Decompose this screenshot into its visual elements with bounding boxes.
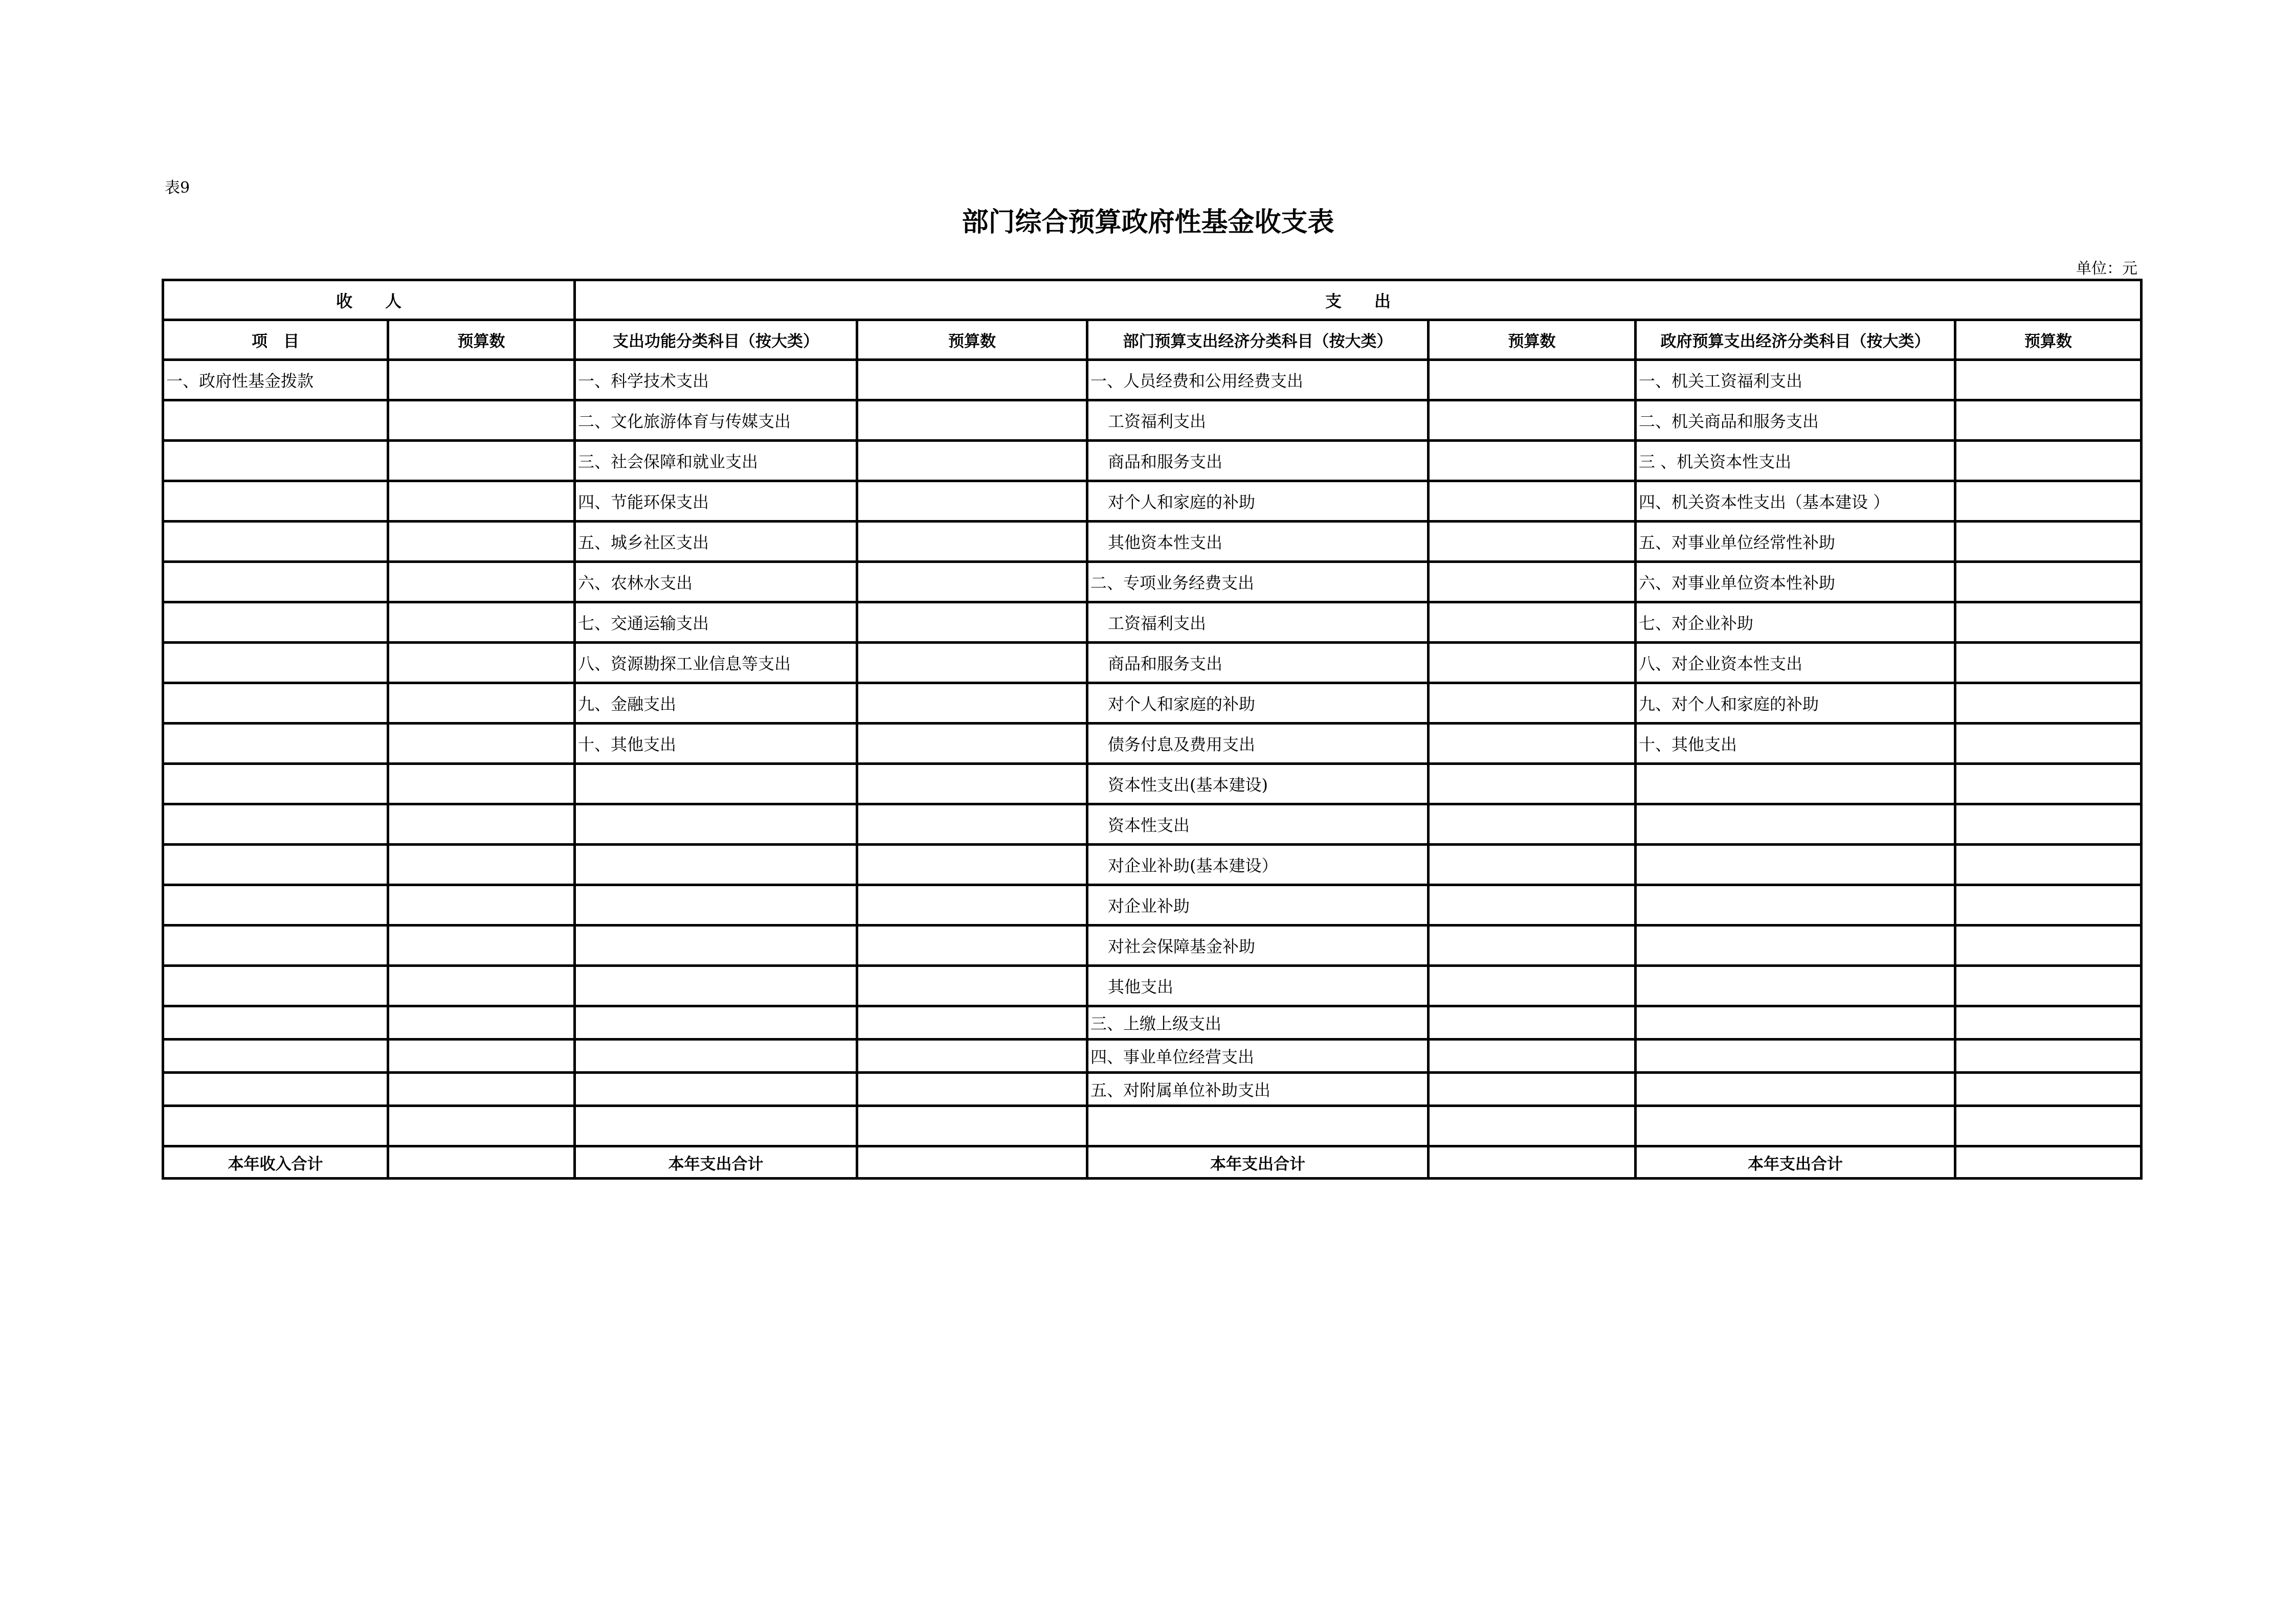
- header-amount: 预算数: [857, 320, 1087, 360]
- dept-item-cell: 工资福利支出: [1087, 400, 1429, 441]
- budget-table: [162, 279, 2143, 1180]
- expense-total-amount: [857, 1146, 1087, 1179]
- table-row: [163, 966, 2142, 1006]
- dept-item-cell: 五、对附属单位补助支出: [1087, 1073, 1429, 1106]
- func-item-cell: [575, 764, 857, 804]
- income-item-cell: [163, 966, 388, 1006]
- func-amount-cell: [857, 481, 1087, 522]
- dept-amount-cell: [1429, 885, 1636, 926]
- income-item-cell: [163, 885, 388, 926]
- table-row: [163, 885, 2142, 926]
- func-item-cell: [575, 966, 857, 1006]
- func-amount-cell: [857, 966, 1087, 1006]
- gov-amount-cell: [1955, 1040, 2142, 1073]
- table-row: [163, 562, 2142, 602]
- gov-item-cell: [1636, 1006, 1955, 1040]
- func-item-cell: [575, 885, 857, 926]
- func-item-cell: 五、城乡社区支出: [575, 522, 857, 562]
- income-amount-cell: [388, 1073, 575, 1106]
- income-item-cell: [163, 724, 388, 764]
- gov-amount-cell: [1955, 1106, 2142, 1146]
- dept-amount-cell: [1429, 724, 1636, 764]
- income-item-cell: [163, 1006, 388, 1040]
- header-gov-econ-class: 政府预算支出经济分类科目（按大类）: [1636, 320, 1955, 360]
- func-item-cell: 八、资源勘探工业信息等支出: [575, 643, 857, 683]
- func-item-cell: [575, 1040, 857, 1073]
- func-amount-cell: [857, 804, 1087, 845]
- gov-item-cell: [1636, 1073, 1955, 1106]
- table-row: [163, 643, 2142, 683]
- table-row: [163, 1106, 2142, 1146]
- func-item-cell: [575, 1073, 857, 1106]
- income-total-amount: [388, 1146, 575, 1179]
- func-item-cell: 四、节能环保支出: [575, 481, 857, 522]
- dept-item-cell: 一、人员经费和公用经费支出: [1087, 360, 1429, 400]
- gov-item-cell: 八、对企业资本性支出: [1636, 643, 1955, 683]
- gov-item-cell: 六、对事业单位资本性补助: [1636, 562, 1955, 602]
- gov-amount-cell: [1955, 1006, 2142, 1040]
- func-item-cell: 十、其他支出: [575, 724, 857, 764]
- dept-amount-cell: [1429, 1073, 1636, 1106]
- func-item-cell: 一、科学技术支出: [575, 360, 857, 400]
- func-item-cell: [575, 926, 857, 966]
- dept-amount-cell: [1429, 441, 1636, 481]
- table-row: [163, 926, 2142, 966]
- dept-amount-cell: [1429, 1106, 1636, 1146]
- income-item-cell: [163, 522, 388, 562]
- dept-item-cell: 其他支出: [1087, 966, 1429, 1006]
- gov-item-cell: 三 、机关资本性支出: [1636, 441, 1955, 481]
- income-amount-cell: [388, 926, 575, 966]
- income-amount-cell: [388, 885, 575, 926]
- income-amount-cell: [388, 481, 575, 522]
- table-row: [163, 602, 2142, 643]
- total-row: [163, 1146, 2142, 1179]
- income-amount-cell: [388, 683, 575, 724]
- income-amount-cell: [388, 966, 575, 1006]
- income-item-cell: 一、政府性基金拨款: [163, 360, 388, 400]
- income-amount-cell: [388, 522, 575, 562]
- section-header-row: [163, 280, 2142, 320]
- expense-total-amount: [1429, 1146, 1636, 1179]
- table-row: [163, 481, 2142, 522]
- gov-item-cell: 十、其他支出: [1636, 724, 1955, 764]
- table-row: [163, 441, 2142, 481]
- dept-amount-cell: [1429, 804, 1636, 845]
- func-item-cell: [575, 1106, 857, 1146]
- income-amount-cell: [388, 562, 575, 602]
- gov-item-cell: [1636, 926, 1955, 966]
- gov-item-cell: 九、对个人和家庭的补助: [1636, 683, 1955, 724]
- dept-amount-cell: [1429, 602, 1636, 643]
- func-amount-cell: [857, 1073, 1087, 1106]
- income-item-cell: [163, 1106, 388, 1146]
- gov-amount-cell: [1955, 522, 2142, 562]
- income-item-cell: [163, 926, 388, 966]
- income-item-cell: [163, 845, 388, 885]
- gov-amount-cell: [1955, 602, 2142, 643]
- gov-item-cell: [1636, 966, 1955, 1006]
- header-amount: 预算数: [388, 320, 575, 360]
- func-amount-cell: [857, 360, 1087, 400]
- gov-amount-cell: [1955, 926, 2142, 966]
- table-row: [163, 522, 2142, 562]
- table-row: [163, 845, 2142, 885]
- dept-item-cell: 对个人和家庭的补助: [1087, 683, 1429, 724]
- gov-amount-cell: [1955, 481, 2142, 522]
- table-row: [163, 764, 2142, 804]
- table-row: [163, 683, 2142, 724]
- table-row: [163, 400, 2142, 441]
- func-amount-cell: [857, 1106, 1087, 1146]
- func-amount-cell: [857, 400, 1087, 441]
- expense-total-amount: [1955, 1146, 2142, 1179]
- func-amount-cell: [857, 441, 1087, 481]
- dept-item-cell: 对企业补助: [1087, 885, 1429, 926]
- func-item-cell: 六、农林水支出: [575, 562, 857, 602]
- gov-amount-cell: [1955, 1073, 2142, 1106]
- dept-amount-cell: [1429, 683, 1636, 724]
- dept-item-cell: 资本性支出(基本建设): [1087, 764, 1429, 804]
- func-amount-cell: [857, 1006, 1087, 1040]
- dept-item-cell: 工资福利支出: [1087, 602, 1429, 643]
- dept-amount-cell: [1429, 1006, 1636, 1040]
- func-amount-cell: [857, 724, 1087, 764]
- header-func-class: 支出功能分类科目（按大类）: [575, 320, 857, 360]
- income-item-cell: [163, 400, 388, 441]
- income-amount-cell: [388, 400, 575, 441]
- gov-item-cell: [1636, 1106, 1955, 1146]
- income-item-cell: [163, 562, 388, 602]
- income-item-cell: [163, 441, 388, 481]
- income-amount-cell: [388, 1006, 575, 1040]
- income-item-cell: [163, 764, 388, 804]
- dept-amount-cell: [1429, 1040, 1636, 1073]
- gov-amount-cell: [1955, 966, 2142, 1006]
- gov-amount-cell: [1955, 562, 2142, 602]
- gov-amount-cell: [1955, 400, 2142, 441]
- gov-amount-cell: [1955, 804, 2142, 845]
- column-header-row: [163, 320, 2142, 360]
- income-amount-cell: [388, 1106, 575, 1146]
- income-amount-cell: [388, 804, 575, 845]
- table-number: 表9: [165, 179, 190, 197]
- gov-amount-cell: [1955, 885, 2142, 926]
- dept-amount-cell: [1429, 764, 1636, 804]
- dept-amount-cell: [1429, 400, 1636, 441]
- header-dept-econ-class: 部门预算支出经济分类科目（按大类）: [1087, 320, 1429, 360]
- income-amount-cell: [388, 1040, 575, 1073]
- table-row: [163, 360, 2142, 400]
- gov-amount-cell: [1955, 441, 2142, 481]
- func-item-cell: [575, 845, 857, 885]
- dept-amount-cell: [1429, 643, 1636, 683]
- func-item-cell: 三、社会保障和就业支出: [575, 441, 857, 481]
- func-amount-cell: [857, 764, 1087, 804]
- dept-amount-cell: [1429, 360, 1636, 400]
- dept-amount-cell: [1429, 966, 1636, 1006]
- dept-item-cell: 四、事业单位经营支出: [1087, 1040, 1429, 1073]
- gov-item-cell: [1636, 845, 1955, 885]
- header-item: 项 目: [163, 320, 388, 360]
- income-total-label: 本年收入合计: [163, 1146, 388, 1179]
- dept-item-cell: 三、上缴上级支出: [1087, 1006, 1429, 1040]
- gov-amount-cell: [1955, 724, 2142, 764]
- func-amount-cell: [857, 522, 1087, 562]
- table-row: [163, 804, 2142, 845]
- func-item-cell: 七、交通运输支出: [575, 602, 857, 643]
- func-amount-cell: [857, 562, 1087, 602]
- table-row: [163, 1040, 2142, 1073]
- income-amount-cell: [388, 441, 575, 481]
- income-amount-cell: [388, 602, 575, 643]
- dept-amount-cell: [1429, 562, 1636, 602]
- func-amount-cell: [857, 885, 1087, 926]
- income-item-cell: [163, 1040, 388, 1073]
- header-amount: 预算数: [1429, 320, 1636, 360]
- dept-item-cell: 二、专项业务经费支出: [1087, 562, 1429, 602]
- dept-item-cell: 对社会保障基金补助: [1087, 926, 1429, 966]
- gov-item-cell: [1636, 885, 1955, 926]
- income-amount-cell: [388, 643, 575, 683]
- gov-item-cell: 五、对事业单位经常性补助: [1636, 522, 1955, 562]
- table-row: [163, 1006, 2142, 1040]
- unit-label: 单位：元: [2076, 260, 2137, 278]
- func-amount-cell: [857, 845, 1087, 885]
- income-amount-cell: [388, 845, 575, 885]
- gov-item-cell: 二、机关商品和服务支出: [1636, 400, 1955, 441]
- income-item-cell: [163, 1073, 388, 1106]
- dept-item-cell: 商品和服务支出: [1087, 643, 1429, 683]
- gov-amount-cell: [1955, 683, 2142, 724]
- func-amount-cell: [857, 1040, 1087, 1073]
- func-item-cell: [575, 1006, 857, 1040]
- gov-amount-cell: [1955, 360, 2142, 400]
- func-amount-cell: [857, 643, 1087, 683]
- income-item-cell: [163, 804, 388, 845]
- dept-item-cell: 其他资本性支出: [1087, 522, 1429, 562]
- func-amount-cell: [857, 602, 1087, 643]
- dept-item-cell: 对企业补助(基本建设）: [1087, 845, 1429, 885]
- gov-item-cell: 七、对企业补助: [1636, 602, 1955, 643]
- table-row: [163, 1073, 2142, 1106]
- gov-amount-cell: [1955, 845, 2142, 885]
- expense-total-label: 本年支出合计: [575, 1146, 857, 1179]
- expense-total-label: 本年支出合计: [1087, 1146, 1429, 1179]
- gov-item-cell: [1636, 804, 1955, 845]
- header-amount: 预算数: [1955, 320, 2142, 360]
- expense-total-label: 本年支出合计: [1636, 1146, 1955, 1179]
- dept-item-cell: 商品和服务支出: [1087, 441, 1429, 481]
- dept-item-cell: 对个人和家庭的补助: [1087, 481, 1429, 522]
- dept-amount-cell: [1429, 522, 1636, 562]
- income-amount-cell: [388, 724, 575, 764]
- func-item-cell: [575, 804, 857, 845]
- func-amount-cell: [857, 926, 1087, 966]
- page-title: 部门综合预算政府性基金收支表: [962, 207, 1334, 238]
- func-amount-cell: [857, 683, 1087, 724]
- gov-item-cell: [1636, 1040, 1955, 1073]
- income-item-cell: [163, 683, 388, 724]
- section-expense: 支 出: [575, 280, 2142, 320]
- section-income: 收 人: [163, 280, 575, 320]
- income-item-cell: [163, 602, 388, 643]
- income-item-cell: [163, 481, 388, 522]
- dept-item-cell: 资本性支出: [1087, 804, 1429, 845]
- dept-item-cell: 债务付息及费用支出: [1087, 724, 1429, 764]
- func-item-cell: 二、文化旅游体育与传媒支出: [575, 400, 857, 441]
- table-row: [163, 724, 2142, 764]
- income-amount-cell: [388, 764, 575, 804]
- dept-amount-cell: [1429, 481, 1636, 522]
- dept-item-cell: [1087, 1106, 1429, 1146]
- dept-amount-cell: [1429, 845, 1636, 885]
- gov-amount-cell: [1955, 643, 2142, 683]
- gov-amount-cell: [1955, 764, 2142, 804]
- income-item-cell: [163, 643, 388, 683]
- gov-item-cell: [1636, 764, 1955, 804]
- func-item-cell: 九、金融支出: [575, 683, 857, 724]
- dept-amount-cell: [1429, 926, 1636, 966]
- income-amount-cell: [388, 360, 575, 400]
- gov-item-cell: 四、机关资本性支出（基本建设 ）: [1636, 481, 1955, 522]
- gov-item-cell: 一、机关工资福利支出: [1636, 360, 1955, 400]
